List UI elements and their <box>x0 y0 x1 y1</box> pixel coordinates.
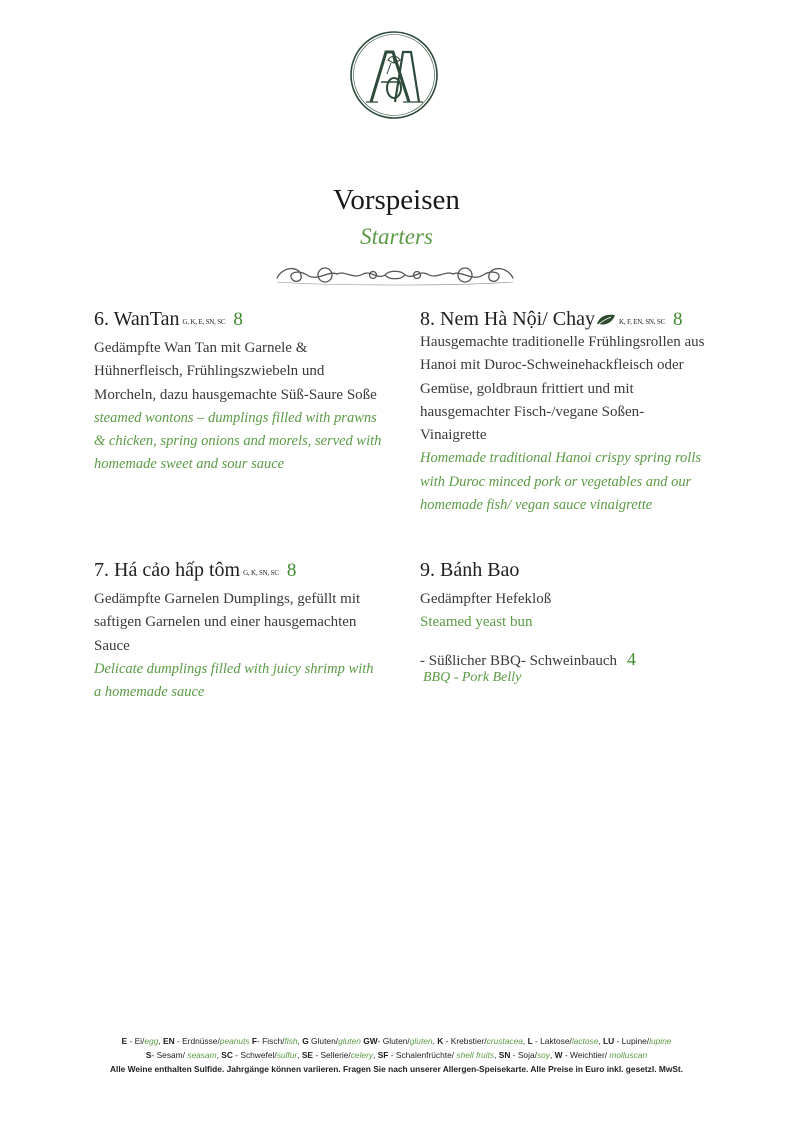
allergen-separator: , <box>216 1050 222 1060</box>
allergen-separator: , <box>494 1050 499 1060</box>
allergen-separator: , <box>297 1036 303 1046</box>
section-subtitle: Starters <box>360 224 433 249</box>
allergen-name-en: soy <box>536 1050 550 1060</box>
allergen-name-de: - Ei/ <box>127 1036 145 1046</box>
allergen-legend-line-1 <box>0 1034 793 1048</box>
allergen-name-en: sulfur <box>276 1050 298 1060</box>
allergen-code: LU <box>603 1036 615 1046</box>
extra-description-de: - Süßlicher BBQ- Schweinbauch <box>420 652 618 669</box>
allergen-name-en: fish <box>284 1036 298 1046</box>
allergen-code: K <box>437 1036 444 1046</box>
allergen-name-de: - Schalenfrüchte/ <box>388 1050 457 1060</box>
allergen-code: F <box>251 1036 258 1046</box>
allergen-separator: , <box>158 1036 163 1046</box>
allergen-code: SF <box>377 1050 389 1060</box>
allergen-code: L <box>527 1036 533 1046</box>
allergen-name-de: - Schwefel/ <box>232 1050 277 1060</box>
allergen-name-de: - Sellerie/ <box>313 1050 351 1060</box>
item-extra-option <box>420 649 720 670</box>
allergen-codes: G, K, E, SN, SC <box>182 318 226 326</box>
item-header <box>94 557 384 583</box>
allergen-name-de: - Lupine/ <box>614 1036 650 1046</box>
allergen-code: EN <box>162 1036 175 1046</box>
menu-item-banh-bao <box>420 557 720 686</box>
allergen-name-en: lactose <box>571 1036 599 1046</box>
allergen-name-en: peanuts <box>219 1036 250 1046</box>
allergen-name-de: - Erdnüsse/ <box>174 1036 220 1046</box>
allergen-separator: , <box>522 1036 528 1046</box>
allergen-separator: , <box>373 1050 378 1060</box>
allergen-code: W <box>554 1050 563 1060</box>
allergen-name-en: shell fruits <box>456 1050 495 1060</box>
allergen-code: SC <box>221 1050 233 1060</box>
item-header <box>420 306 710 332</box>
item-name: 9. Bánh Bao <box>420 559 520 581</box>
allergen-name-de: - Fisch/ <box>257 1036 285 1046</box>
item-header <box>420 557 720 583</box>
extra-description-en: BBQ - Pork Belly <box>423 669 522 685</box>
menu-item-ha-cao <box>94 557 384 704</box>
allergen-codes: G, K, SN, SC <box>243 569 279 577</box>
allergen-name-de: - Laktose/ <box>532 1036 572 1046</box>
allergen-code: SE <box>301 1050 314 1060</box>
allergen-code: GW <box>363 1036 378 1046</box>
menu-item-wantan <box>94 306 384 477</box>
item-description-en: Steamed yeast bun <box>420 614 533 631</box>
allergen-name-de: - Soja/ <box>510 1050 537 1060</box>
allergen-name-en: molluscan <box>609 1050 648 1060</box>
allergen-code: E <box>121 1036 128 1046</box>
allergen-name-en: lupine <box>649 1036 672 1046</box>
allergen-footer <box>0 1034 793 1076</box>
section-title: Vorspeisen <box>333 184 460 216</box>
allergen-name-en: seasam <box>187 1050 217 1060</box>
allergen-separator: , <box>598 1036 604 1046</box>
item-description-en: Homemade traditional Hanoi crispy spring rolls with Duroc minced pork or vegetables and our homemade fish/ vegan sauce vinaigrette <box>420 450 702 514</box>
allergen-name-en: egg <box>144 1036 159 1046</box>
footer-note: Alle Weine enthalten Sulfide. Jahrgänge können variieren. Fragen Sie nach unserer Allergen-Speisekarte. Alle Preise in Euro inkl. gesetzl. MwSt. <box>109 1064 684 1074</box>
extra-price: 4 <box>627 648 637 669</box>
allergen-legend-line-2 <box>0 1048 793 1062</box>
item-description-de: Hausgemachte traditionelle Frühlingsrollen aus Hanoi mit Duroc-Schweinehackfleisch oder Gemüse, goldbraun frittiert und mit hausgemachter Fisch-/vegane Soßen-Vinaigrette <box>420 334 705 444</box>
allergen-name-en: gluten <box>409 1036 433 1046</box>
monogram-logo <box>349 30 439 120</box>
allergen-code: S <box>145 1050 152 1060</box>
allergen-code: G <box>302 1036 309 1046</box>
allergen-name-de: - Weichtier/ <box>562 1050 610 1060</box>
item-name: 6. WanTan <box>94 308 180 330</box>
allergen-name-de: - Sesam/ <box>151 1050 188 1060</box>
allergen-name-de: Gluten/ <box>308 1036 339 1046</box>
allergen-codes: K, F, EN, SN, SC <box>618 318 666 326</box>
item-description-de: Gedämpfter Hefekloß <box>420 591 552 607</box>
allergen-name-de: - Gluten/ <box>377 1036 410 1046</box>
allergen-separator: , <box>432 1036 438 1046</box>
vegan-leaf-icon <box>596 313 616 327</box>
item-price: 8 <box>286 560 297 581</box>
item-price: 8 <box>233 309 243 330</box>
item-name: 7. Há cảo hấp tôm <box>94 559 241 581</box>
item-description-de: Gedämpfte Garnelen Dumplings, gefüllt mit saftigen Garnelen und einer hausgemachten Sauce <box>94 591 361 654</box>
item-description-en: Delicate dumplings filled with juicy shrimp with a homemade sauce <box>94 660 374 701</box>
item-description-en: steamed wontons – dumplings filled with prawns & chicken, spring onions and morels, served with homemade sweet and sour sauce <box>94 409 382 473</box>
allergen-code: SN <box>498 1050 511 1060</box>
item-description-de: Gedämpfte Wan Tan mit Garnele & Hühnerfleisch, Frühlingszwiebeln und Morcheln, dazu hausgemachte Süß-Saure Soße <box>94 340 377 403</box>
item-name: 8. Nem Hà Nội/ Chay <box>420 308 595 330</box>
flourish-divider <box>273 260 517 290</box>
item-price: 8 <box>673 309 683 330</box>
allergen-name-en: crustacea <box>486 1036 523 1046</box>
allergen-separator: , <box>297 1050 302 1060</box>
item-header <box>94 306 384 332</box>
allergen-name-en: celery <box>350 1050 374 1060</box>
allergen-name-de: - Krebstier/ <box>443 1036 487 1046</box>
allergen-separator: , <box>549 1050 555 1060</box>
allergen-name-en: gluten <box>338 1036 361 1046</box>
menu-item-nem-ha-noi <box>420 306 710 517</box>
